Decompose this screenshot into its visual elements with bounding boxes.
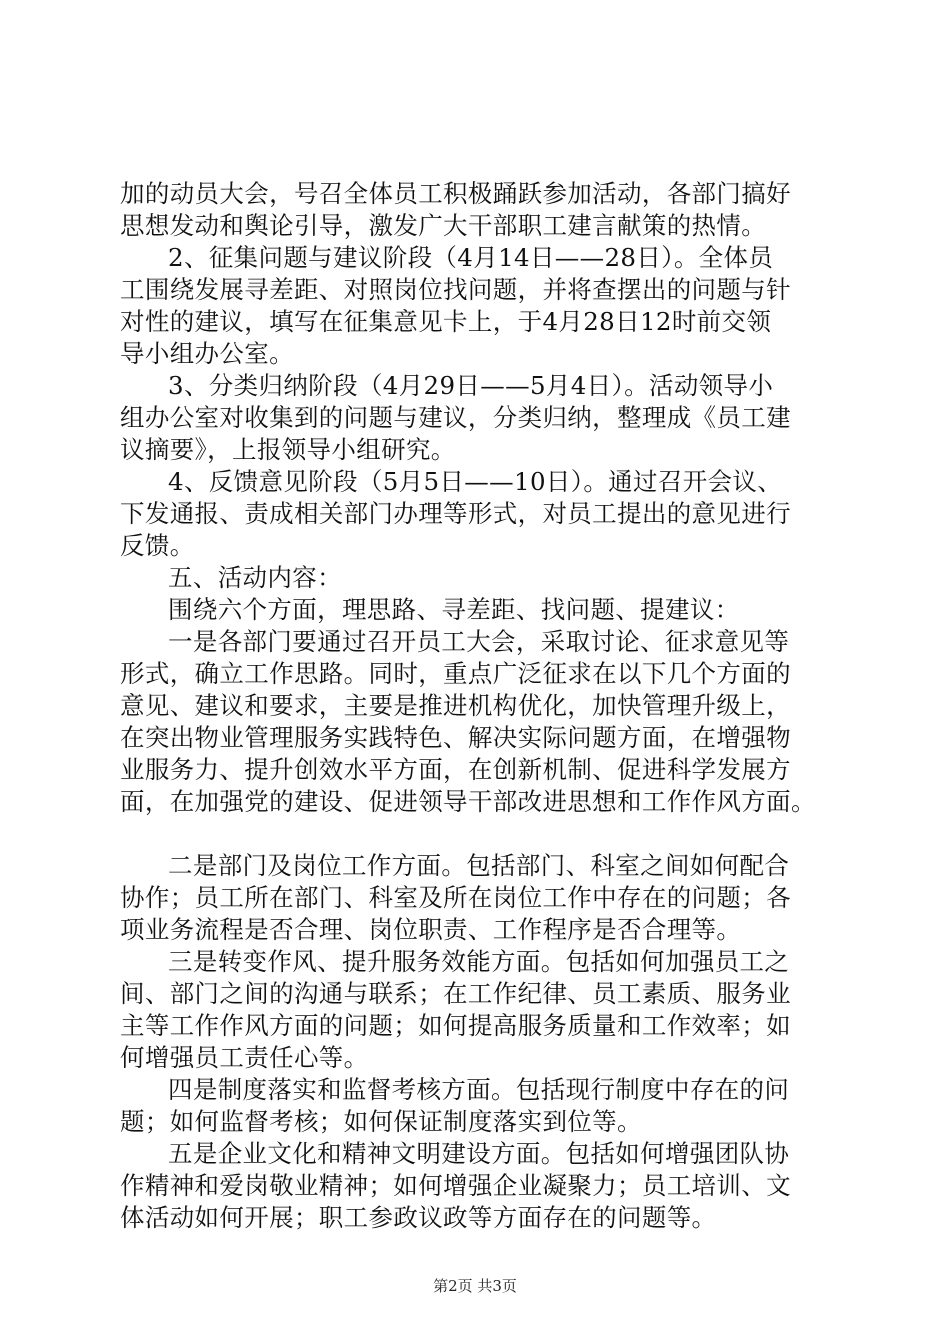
text-line: 体活动如何开展；职工参政议政等方面存在的问题等。 [120, 1203, 717, 1232]
text-line: 在突出物业管理服务实践特色、解决实际问题方面，在增强物 [120, 723, 791, 752]
text-line: 反馈。 [120, 531, 195, 560]
text-line: 组办公室对收集到的问题与建议，分类归纳，整理成《员工建 [120, 403, 791, 432]
text-line: 二是部门及岗位工作方面。包括部门、科室之间如何配合 [168, 851, 790, 880]
text-line: 主等工作作风方面的问题；如何提高服务质量和工作效率；如 [120, 1011, 791, 1040]
text-line: 围绕六个方面，理思路、寻差距、找问题、提建议： [168, 595, 740, 624]
text-line: 2、征集问题与建议阶段（4月14日——28日）。全体员 [168, 243, 774, 272]
page-number-footer: 第2页 共3页 [433, 1277, 517, 1295]
text-line: 加的动员大会，号召全体员工积极踊跃参加活动，各部门搞好 [120, 179, 791, 208]
text-line: 形式，确立工作思路。同时，重点广泛征求在以下几个方面的 [120, 659, 791, 688]
text-line: 对性的建议，填写在征集意见卡上，于4月28日12时前交领 [120, 307, 772, 336]
text-line: 四是制度落实和监督考核方面。包括现行制度中存在的问 [168, 1075, 790, 1104]
text-line: 工围绕发展寻差距、对照岗位找问题，并将查摆出的问题与针 [120, 275, 791, 304]
text-line: 间、部门之间的沟通与联系；在工作纪律、员工素质、服务业 [120, 979, 791, 1008]
text-line: 4、反馈意见阶段（5月5日——10日）。通过召开会议、 [168, 467, 783, 496]
text-line: 一是各部门要通过召开员工大会，采取讨论、征求意见等 [168, 627, 790, 656]
text-line: 作精神和爱岗敬业精神；如何增强企业凝聚力；员工培训、文 [120, 1171, 791, 1200]
text-line: 协作；员工所在部门、科室及所在岗位工作中存在的问题；各 [120, 883, 791, 912]
text-line: 导小组办公室。 [120, 339, 294, 368]
text-line: 五是企业文化和精神文明建设方面。包括如何增强团队协 [168, 1139, 790, 1168]
text-line: 题；如何监督考核；如何保证制度落实到位等。 [120, 1107, 642, 1136]
text-line: 何增强员工责任心等。 [120, 1043, 369, 1072]
text-line: 三是转变作风、提升服务效能方面。包括如何加强员工之 [168, 947, 790, 976]
text-line: 议摘要》，上报领导小组研究。 [120, 435, 456, 464]
text-line: 面，在加强党的建设、促进领导干部改进思想和工作作风方面。 [120, 787, 816, 816]
text-line: 业服务力、提升创效水平方面，在创新机制、促进科学发展方 [120, 755, 791, 784]
text-line: 意见、建议和要求，主要是推进机构优化，加快管理升级上， [120, 691, 791, 720]
text-line: 下发通报、责成相关部门办理等形式，对员工提出的意见进行 [120, 499, 791, 528]
text-line: 项业务流程是否合理、岗位职责、工作程序是否合理等。 [120, 915, 742, 944]
text-line: 思想发动和舆论引导，激发广大干部职工建言献策的热情。 [120, 211, 767, 240]
text-line: 3、分类归纳阶段（4月29日——5月4日）。活动领导小 [168, 371, 774, 400]
section-heading: 五、活动内容： [168, 563, 342, 592]
